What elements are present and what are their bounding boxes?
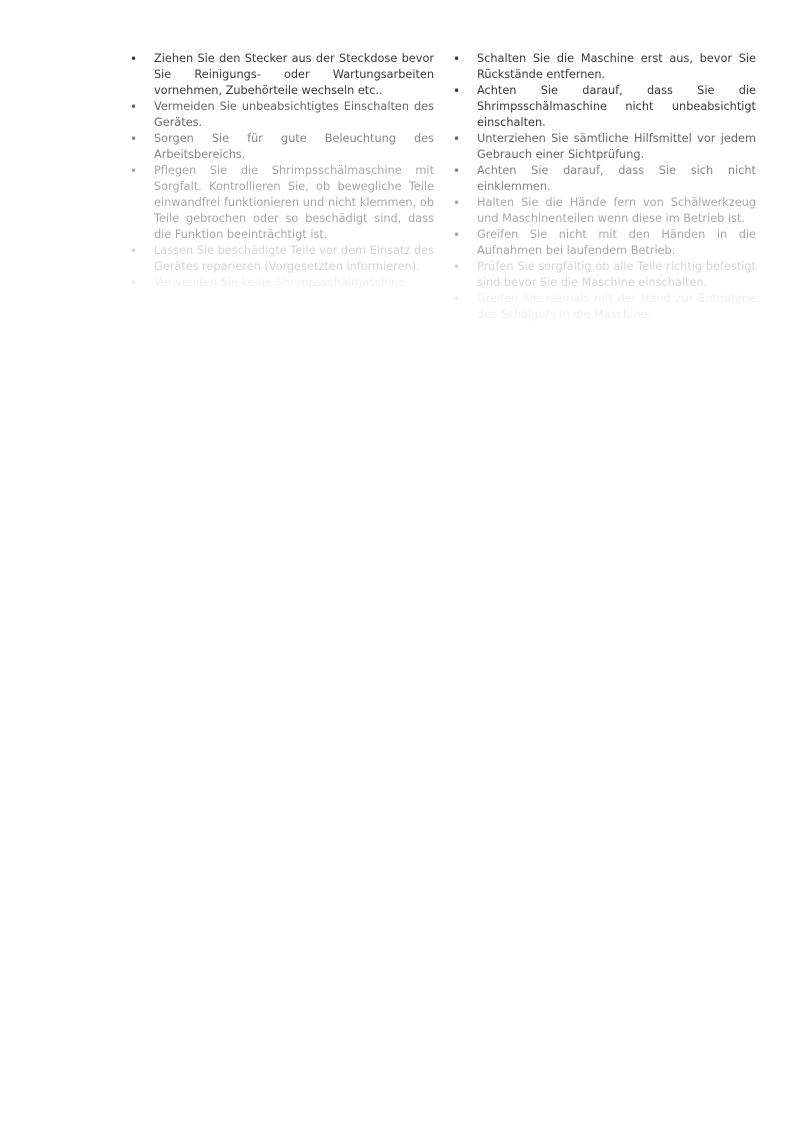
list-item-text: Greifen Sie nicht mit den Händen in die Aufnahmen bei laufendem Betrieb. [477,228,756,257]
bullet-icon: • [453,132,461,146]
list-item [451,51,756,83]
bullet-icon: • [453,292,461,306]
bullet-icon: • [453,260,461,274]
list-item [451,291,756,323]
list-item-text: Unterziehen Sie sämtliche Hilfsmittel vor jedem Gebrauch einer Sichtprüfung. [477,132,756,161]
list-item [451,83,756,131]
list-item-text: Lassen Sie beschädigte Teile vor dem Einsatz des Gerätes reparieren (Vorgesetzten informieren). [154,244,434,273]
left-safety-list [128,51,434,291]
list-item-text: Prüfen Sie sorgfältig ob alle Teile richtig befestigt sind bevor Sie die Maschine einschalten. [477,260,756,289]
bullet-icon: • [453,164,461,178]
list-item-text: Achten Sie darauf, dass Sie sich nicht einklemmen. [477,164,756,193]
list-item-text: Schalten Sie die Maschine erst aus, bevor Sie Rückstände entfernen. [477,52,756,81]
bullet-icon: • [130,52,138,66]
bullet-icon: • [130,164,138,178]
list-item [451,131,756,163]
list-item-text: Verwenden Sie keine Shrimpsschälmaschine [154,276,406,289]
list-item [128,99,434,131]
list-item [128,163,434,243]
right-safety-list [451,51,756,323]
list-item [128,275,434,291]
bullet-icon: • [130,276,138,290]
list-item [451,227,756,259]
right-column-region [451,51,771,321]
list-item [128,131,434,163]
bullet-icon: • [130,100,138,114]
bullet-icon: • [130,244,138,258]
bullet-icon: • [130,132,138,146]
list-item [451,259,756,291]
bullet-icon: • [453,228,461,242]
list-item-text: Sorgen Sie für gute Beleuchtung des Arbeitsbereichs. [154,132,434,161]
list-item [451,163,756,195]
list-item-text: Achten Sie darauf, dass Sie die Shrimpsschälmaschine nicht unbeabsichtigt einschalten. [477,84,756,129]
left-column-region [128,51,448,306]
bullet-icon: • [453,84,461,98]
list-item-text: Pflegen Sie die Shrimpsschälmaschine mit Sorgfalt. Kontrollieren Sie, ob bewegliche Teile einwandfrei funktionieren und nicht klemmen, ob Teile gebrochen oder so beschädigt sind, dass die Funktion beeinträchtigt ist. [154,164,434,241]
list-item-text: Ziehen Sie den Stecker aus der Steckdose bevor Sie Reinigungs- oder Wartungsarbeiten vornehmen, Zubehörteile wechseln etc.. [154,52,434,97]
bullet-icon: • [453,52,461,66]
list-item-text: Greifen Sie niemals mit der Hand zur Entnahme des Schälguts in die Maschine. [477,292,756,321]
list-item-text: Halten Sie die Hände fern von Schälwerkzeug und Maschinenteilen wenn diese im Betrieb ist. [477,196,756,225]
list-item [128,243,434,275]
list-item [451,195,756,227]
list-item-text: Vermeiden Sie unbeabsichtigtes Einschalten des Gerätes. [154,100,434,129]
list-item [128,51,434,99]
bullet-icon: • [453,196,461,210]
